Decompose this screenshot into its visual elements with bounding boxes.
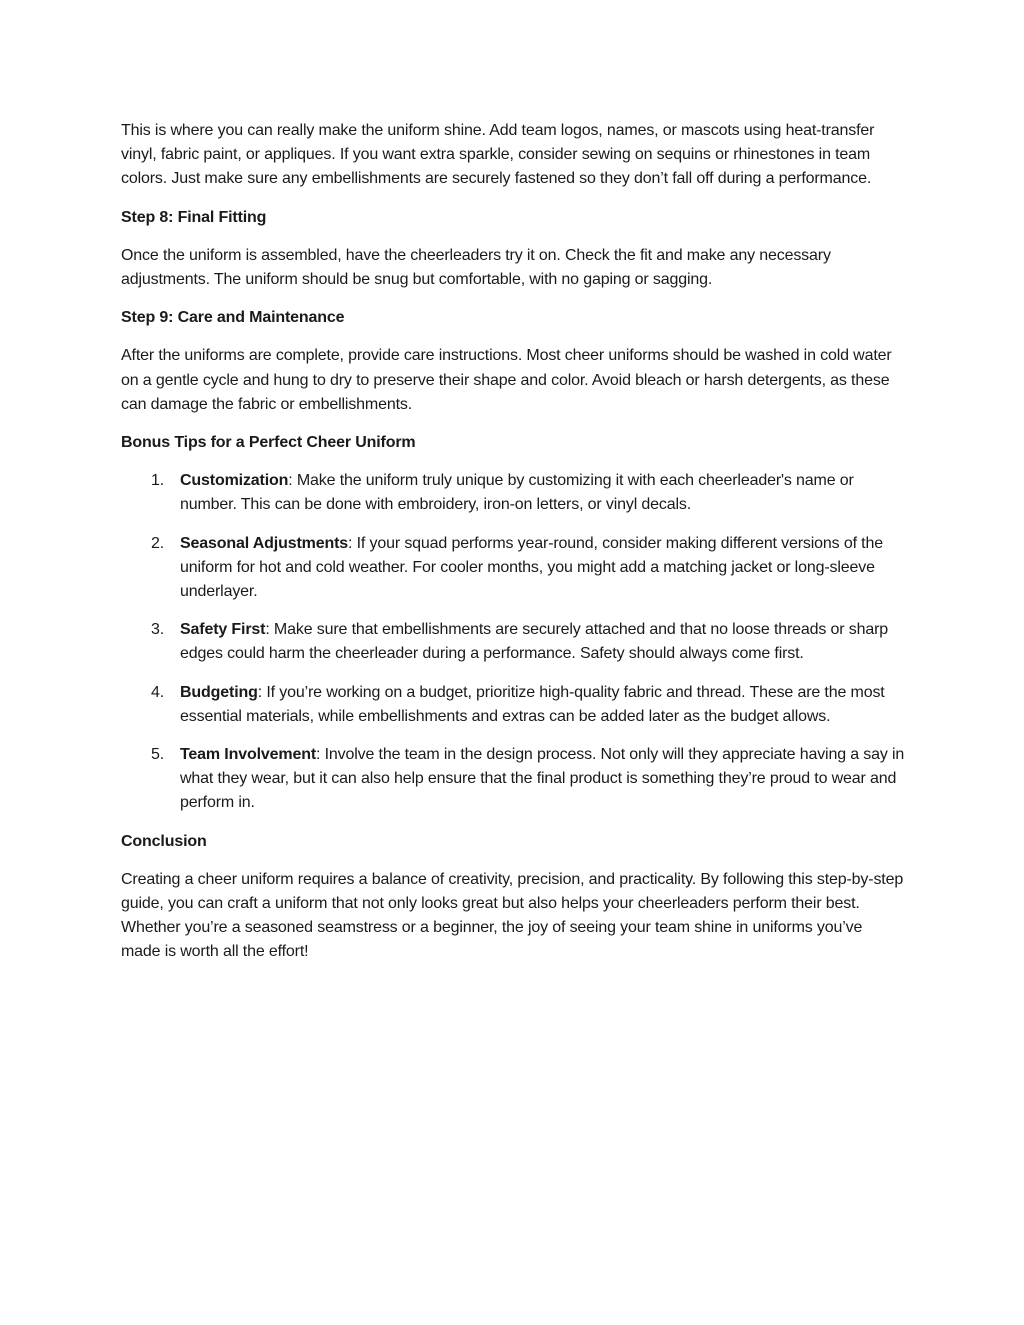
conclusion-paragraph: Creating a cheer uniform requires a balance of creativity, precision, and practicality. By following this step-by-step guide, you can craft a uniform that not only looks great but also helps your cheerleaders perform their best. Whether you’re a seasoned seamstress or a beginner, the joy of seeing your team shine in uniforms you’ve made is worth all the effort! xyxy=(121,870,904,961)
list-item-number: 5. xyxy=(151,746,165,764)
list-item-number: 3. xyxy=(151,621,165,639)
step8-paragraph: Once the uniform is assembled, have the cheerleaders try it on. Check the fit and make any necessary adjustments. The uniform should be snug but comfortable, with no gaping or sagging. xyxy=(121,246,831,289)
conclusion-heading: Conclusion xyxy=(121,832,207,850)
step9-paragraph: After the uniforms are complete, provide care instructions. Most cheer uniforms should be washed in cold water on a gentle cycle and hung to dry to preserve their shape and color. Avoid bleach or harsh detergents, as these can damage the fabric or embellishments. xyxy=(121,347,892,413)
list-item xyxy=(121,743,905,816)
list-item xyxy=(121,469,905,517)
step8-heading: Step 8: Final Fitting xyxy=(121,208,267,226)
list-item-title: Safety First xyxy=(180,621,266,639)
list-item xyxy=(121,681,905,729)
step9-heading: Step 9: Care and Maintenance xyxy=(121,309,345,327)
intro-paragraph: This is where you can really make the uniform shine. Add team logos, names, or mascots using heat-transfer vinyl, fabric paint, or appliques. If you want extra sparkle, consider sewing on sequins or rhinestones in team colors. Just make sure any embellishments are securely fastened so they don’t fall off during a performance. xyxy=(121,122,875,188)
bonus-tips-heading: Bonus Tips for a Perfect Cheer Uniform xyxy=(121,434,416,452)
list-item-number: 2. xyxy=(151,534,165,552)
list-item-text: : Make the uniform truly unique by customizing it with each cheerleader's name or number. This can be done with embroidery, iron-on letters, or vinyl decals. xyxy=(180,472,854,514)
list-item xyxy=(121,618,905,666)
list-item-number: 4. xyxy=(151,683,165,701)
document-page xyxy=(121,119,905,979)
list-item xyxy=(121,532,905,605)
bonus-tips-list xyxy=(121,469,905,815)
list-item-text: : Involve the team in the design process. Not only will they appreciate having a say in what they wear, but it can also help ensure that the final product is something they’re proud to wear and perform in. xyxy=(180,746,905,812)
list-item-text: : Make sure that embellishments are securely attached and that no loose threads or sharp edges could harm the cheerleader during a performance. Safety should always come first. xyxy=(180,621,889,663)
list-item-title: Customization xyxy=(180,472,289,490)
list-item-title: Budgeting xyxy=(180,683,258,701)
list-item-text: : If your squad performs year-round, consider making different versions of the uniform for hot and cold weather. For cooler months, you might add a matching jacket or long-sleeve underlayer. xyxy=(180,534,883,601)
list-item-number: 1. xyxy=(151,472,165,490)
list-item-title: Seasonal Adjustments xyxy=(180,534,349,552)
list-item-text: : If you’re working on a budget, prioritize high-quality fabric and thread. These are the most essential materials, while embellishments and extras can be added later as the budget allows. xyxy=(180,683,885,725)
list-item-title: Team Involvement xyxy=(180,746,317,764)
